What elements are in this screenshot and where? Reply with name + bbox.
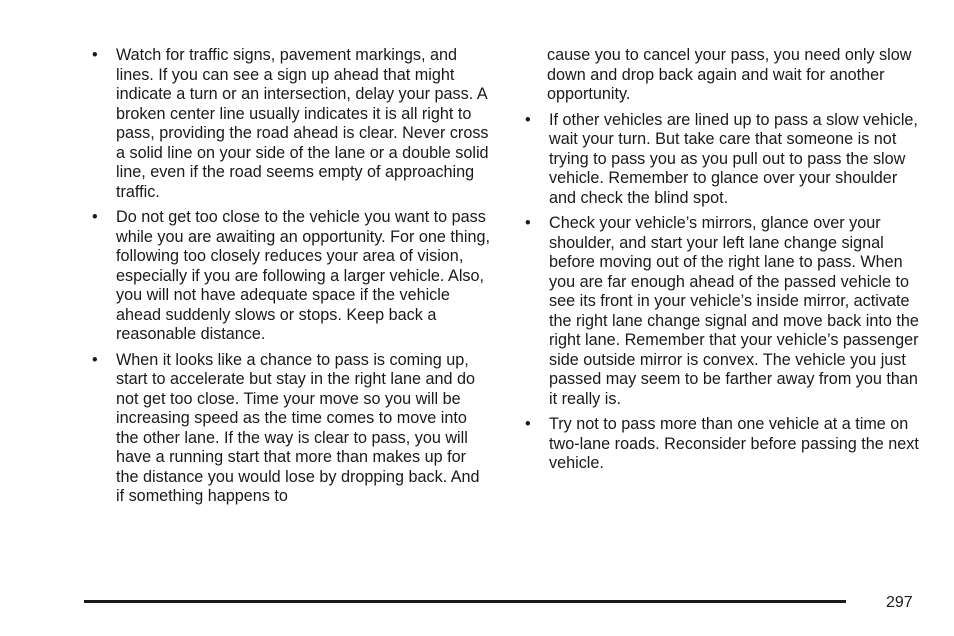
bullet-item: [92, 351, 492, 507]
bullet-icon: •: [525, 415, 531, 433]
bullet-item: [525, 111, 920, 209]
bullet-text: If other vehicles are lined up to pass a slow vehicle, wait your turn. But take care that someone is not trying to pass you as you pull out to pass the slow vehicle. Remember to glance over your shoulder and check the blind spot.: [549, 110, 918, 207]
bullet-text: Try not to pass more than one vehicle at a time on two-lane roads. Reconsider before passing the next vehicle.: [549, 415, 919, 472]
continued-paragraph: cause you to cancel your pass, you need only slow down and drop back again and wait for another opportunity.: [547, 46, 912, 103]
bullet-text: When it looks like a chance to pass is coming up, start to accelerate but stay in the right lane and do not get too close. Time your move so you will be increasing speed as the time comes to move into the other lane. If the way is clear to pass, you will have a running start that more than makes up for the distance you would lose by dropping back. And if something happens to: [116, 350, 480, 505]
right-column: [525, 46, 920, 480]
bullet-icon: •: [92, 208, 98, 226]
bullet-item: [92, 46, 492, 202]
footer-divider: [84, 600, 846, 603]
bullet-text: Check your vehicle’s mirrors, glance over your shoulder, and start your left lane change signal before moving out of the right lane to pass. When you are far enough ahead of the passed vehicle to see its front in your vehicle’s inside mirror, activate the right lane change signal and move back into the right lane. Remember that your vehicle’s passenger side outside mirror is convex. The vehicle you just passed may seem to be farther away from you than it really is.: [549, 214, 919, 408]
bullet-item: [525, 415, 920, 474]
bullet-text: Do not get too close to the vehicle you want to pass while you are awaiting an opportunity. For one thing, following too closely reduces your area of vision, especially if you are following a larger vehicle. Also, you will not have adequate space if the vehicle ahead suddenly slows or stops. Keep back a reasonable distance.: [116, 208, 491, 343]
page-number: 297: [886, 594, 913, 611]
left-column: [92, 46, 492, 513]
bullet-icon: •: [525, 214, 531, 232]
bullet-icon: •: [92, 46, 98, 64]
bullet-item: [525, 214, 920, 409]
bullet-icon: •: [525, 110, 531, 129]
bullet-text: Watch for traffic signs, pavement markings, and lines. If you can see a sign up ahead that might indicate a turn or an intersection, delay your pass. A broken center line usually indicates it is all right to pass, providing the road ahead is clear. Never cross a solid line on your side of the lane or a double solid line, even if the road seems empty of approaching traffic.: [116, 46, 489, 201]
bullet-icon: •: [92, 350, 98, 369]
bullet-item: [92, 208, 492, 345]
